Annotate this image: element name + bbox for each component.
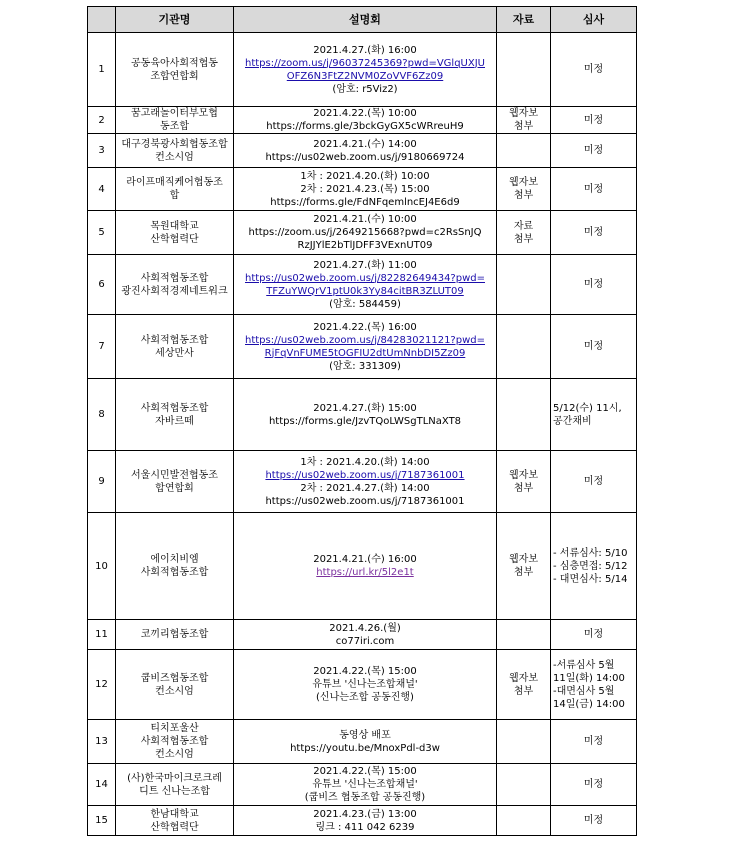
session-line: [235, 347, 495, 360]
table-row: [88, 33, 637, 107]
header-session: 설명회: [234, 7, 497, 33]
review-cell: [551, 107, 637, 134]
review-line: 공간채비: [553, 415, 592, 427]
org-name-line: 컨소시엄: [155, 749, 194, 760]
row-number: 13: [88, 720, 116, 764]
material-cell: [497, 315, 551, 379]
org-name-line: 라이프매직케어협동조: [126, 177, 223, 188]
session-info: [234, 168, 497, 211]
org-name-line: 사회적협동조합: [140, 567, 209, 578]
row-number: 6: [88, 255, 116, 315]
review-line: 미정: [583, 279, 604, 290]
review-line: 미정: [583, 736, 604, 747]
session-info: [234, 720, 497, 764]
session-line: 1차 : 2021.4.20.(화) 14:00: [300, 456, 430, 468]
session-info: [234, 315, 497, 379]
session-link[interactable]: OFZ6N3FtZ2NVM0ZoVVF6Zz09: [286, 70, 444, 82]
org-name: [116, 134, 234, 168]
material-cell: [497, 211, 551, 255]
material-line: 첨부: [513, 190, 534, 201]
session-line: 2021.4.21.(수) 14:00: [313, 138, 417, 150]
row-number: 14: [88, 764, 116, 806]
review-line: -대면심사 5월: [553, 685, 615, 697]
session-link[interactable]: TFZuYWQrV1ptU0k3Yy84citBR3ZLUT09: [266, 285, 464, 297]
review-line: 미정: [583, 779, 604, 790]
review-line: 미정: [583, 341, 604, 352]
review-cell: [551, 134, 637, 168]
review-line: 14일(금) 14:00: [553, 698, 625, 710]
session-line: [235, 334, 495, 347]
session-info: [234, 211, 497, 255]
org-name: [116, 451, 234, 513]
org-name-line: 한남대학교: [150, 808, 199, 820]
material-cell: [497, 620, 551, 650]
table-row: [88, 764, 637, 806]
material-cell: [497, 379, 551, 451]
session-line: https://youtu.be/MnoxPdl-d3w: [290, 742, 440, 754]
session-line: co77iri.com: [335, 635, 395, 647]
review-cell: [551, 379, 637, 451]
material-line: 자료: [513, 220, 534, 232]
session-info: [234, 379, 497, 451]
org-name-line: 디트 신나는조합: [139, 785, 210, 797]
session-line: https://forms.gle/FdNFqemlncEJ4E6d9: [270, 196, 460, 208]
session-line: 2021.4.22.(목) 16:00: [313, 321, 417, 333]
row-number: 5: [88, 211, 116, 255]
table-row: [88, 451, 637, 513]
header-row: [88, 7, 637, 33]
org-name-line: 쿱비즈협동조합: [140, 672, 209, 684]
org-name-line: 동조합: [160, 121, 189, 132]
org-name: [116, 33, 234, 107]
header-review: 심사: [551, 7, 637, 33]
session-link[interactable]: https://us02web.zoom.us/j/82282649434?pwd=: [245, 272, 485, 284]
table-row: [88, 107, 637, 134]
session-line: 유튜브 '신나는조합채널': [312, 779, 418, 790]
session-line: (암호: 584459): [329, 298, 401, 310]
org-name: [116, 513, 234, 620]
review-line: - 서류심사: 5/10: [553, 547, 628, 559]
material-line: 첨부: [513, 233, 534, 245]
org-name-line: 컨소시엄: [155, 685, 194, 697]
review-line: 미정: [583, 183, 604, 195]
session-info: [234, 806, 497, 836]
org-name-line: 사회적협동조합: [140, 402, 209, 414]
material-cell: [497, 650, 551, 720]
review-line: 11일(화) 14:00: [553, 672, 625, 684]
session-link[interactable]: https://us02web.zoom.us/j/7187361001: [265, 469, 465, 481]
org-name: [116, 168, 234, 211]
table-row: [88, 806, 637, 836]
session-line: 2021.4.23.(금) 13:00: [313, 808, 417, 820]
session-line: https://forms.gle/JzvTQoLWSgTLNaXT8: [268, 415, 462, 427]
material-line: 첨부: [513, 482, 534, 494]
session-line: (쿱비즈 협동조합 공동진행): [304, 792, 426, 803]
row-number: 7: [88, 315, 116, 379]
org-name: [116, 255, 234, 315]
table-row: [88, 650, 637, 720]
table-row: [88, 211, 637, 255]
org-name-line: 사회적협동조합: [140, 736, 209, 747]
org-name: [116, 315, 234, 379]
session-line: [235, 57, 495, 70]
material-line: 웹자보: [509, 108, 538, 119]
org-name-line: 산학협력단: [150, 233, 199, 245]
org-name-line: (사)한국마이크로크레: [127, 772, 222, 784]
session-line: [235, 566, 495, 579]
material-line: 웹자보: [509, 554, 538, 565]
table-row: [88, 168, 637, 211]
material-line: 웹자보: [509, 177, 538, 188]
org-name-line: 합: [169, 190, 180, 201]
org-name-line: 대구경북광사회협동조합: [121, 138, 228, 150]
row-number: 11: [88, 620, 116, 650]
session-line: 2021.4.26.(월): [329, 622, 401, 634]
review-line: 미정: [583, 64, 604, 75]
table-row: [88, 379, 637, 451]
org-name-line: 조합연합회: [150, 70, 199, 82]
session-line: 링크 : 411 042 6239: [315, 821, 415, 833]
org-name-line: 코끼리협동조합: [140, 629, 209, 640]
review-line: 미정: [583, 815, 604, 826]
org-name: [116, 211, 234, 255]
table-row: [88, 315, 637, 379]
row-number: 12: [88, 650, 116, 720]
table-row: [88, 620, 637, 650]
session-info: [234, 764, 497, 806]
session-info: [234, 107, 497, 134]
session-line: 2021.4.27.(화) 11:00: [313, 259, 417, 271]
org-name: [116, 764, 234, 806]
org-name-line: 목원대학교: [150, 220, 199, 232]
table-row: [88, 513, 637, 620]
session-line: 동영상 배포: [339, 729, 391, 741]
row-number: 10: [88, 513, 116, 620]
session-line: 1차 : 2021.4.20.(화) 10:00: [300, 170, 430, 182]
org-name: [116, 620, 234, 650]
table-row: [88, 720, 637, 764]
org-name: [116, 107, 234, 134]
session-info: [234, 620, 497, 650]
review-line: -서류심사 5월: [553, 659, 615, 671]
session-line: https://us02web.zoom.us/j/9180669724: [265, 151, 465, 163]
material-cell: [497, 168, 551, 211]
review-cell: [551, 650, 637, 720]
material-line: 첨부: [513, 685, 534, 697]
session-info: [234, 134, 497, 168]
session-link[interactable]: RjFqVnFUME5tOGFIU2dtUmNnbDI5Zz09: [264, 347, 466, 359]
material-cell: [497, 720, 551, 764]
table-row: [88, 255, 637, 315]
session-line: 2021.4.22.(목) 15:00: [313, 766, 417, 777]
row-number: 2: [88, 107, 116, 134]
org-name: [116, 720, 234, 764]
review-line: 미정: [583, 114, 604, 126]
session-info: [234, 33, 497, 107]
org-name-line: 에이치비엠: [150, 554, 199, 565]
header-org: 기관명: [116, 7, 234, 33]
org-name: [116, 379, 234, 451]
review-cell: [551, 315, 637, 379]
session-link[interactable]: https://url.kr/5l2e1t: [316, 567, 414, 578]
material-cell: [497, 134, 551, 168]
session-link[interactable]: https://us02web.zoom.us/j/84283021121?pwd=: [245, 334, 485, 346]
org-name: [116, 806, 234, 836]
session-line: 2021.4.22.(목) 15:00: [313, 666, 417, 677]
org-name-line: 사회적협동조합: [140, 272, 209, 284]
org-name-line: 자바르떼: [155, 415, 194, 427]
table-body: [88, 33, 637, 836]
review-cell: [551, 211, 637, 255]
org-name-line: 세상만사: [155, 347, 194, 359]
row-number: 8: [88, 379, 116, 451]
material-cell: [497, 764, 551, 806]
row-number: 4: [88, 168, 116, 211]
session-line: [235, 469, 495, 482]
session-table: [87, 6, 637, 836]
material-line: 첨부: [513, 121, 534, 132]
session-line: (암호: r5Viz2): [332, 83, 398, 95]
org-name-line: 티치포울산: [150, 723, 199, 734]
review-line: 미정: [583, 629, 604, 640]
session-line: 2021.4.27.(화) 16:00: [313, 44, 417, 56]
review-cell: [551, 513, 637, 620]
material-cell: [497, 33, 551, 107]
material-cell: [497, 107, 551, 134]
review-cell: [551, 720, 637, 764]
review-cell: [551, 764, 637, 806]
session-info: [234, 650, 497, 720]
org-name: [116, 650, 234, 720]
row-number: 9: [88, 451, 116, 513]
material-line: 첨부: [513, 567, 534, 578]
org-name-line: 컨소시엄: [155, 151, 194, 163]
material-cell: [497, 255, 551, 315]
session-line: [235, 70, 495, 83]
review-cell: [551, 620, 637, 650]
session-line: (신나는조합 공동진행): [316, 692, 414, 703]
session-link[interactable]: https://zoom.us/j/96037245369?pwd=VGlqUXJU: [244, 57, 485, 69]
org-name-line: 광진사회적경제네트워크: [121, 285, 228, 297]
session-line: 2021.4.21.(수) 16:00: [313, 554, 417, 565]
document-page: [87, 6, 637, 836]
material-cell: [497, 806, 551, 836]
review-line: 5/12(수) 11시,: [553, 402, 622, 414]
org-name-line: 합연합회: [155, 482, 194, 494]
session-line: 2차 : 2021.4.23.(목) 15:00: [300, 183, 430, 195]
session-line: 2021.4.22.(목) 10:00: [313, 108, 417, 119]
org-name-line: 공동육아사회적협동: [131, 57, 218, 69]
header-no: [88, 7, 116, 33]
session-line: 2021.4.21.(수) 10:00: [313, 214, 417, 225]
session-line: 2차 : 2021.4.27.(화) 14:00: [300, 482, 430, 494]
session-info: [234, 513, 497, 620]
review-line: 미정: [583, 227, 604, 238]
session-line: https://zoom.us/j/2649215668?pwd=c2RsSnJQ: [248, 227, 482, 238]
material-cell: [497, 451, 551, 513]
material-cell: [497, 513, 551, 620]
org-name-line: 서울시민발전협동조: [131, 469, 218, 481]
session-line: https://us02web.zoom.us/j/7187361001: [265, 495, 465, 507]
header-material: 자료: [497, 7, 551, 33]
session-line: 유튜브 '신나는조합채널': [312, 679, 418, 690]
session-line: 2021.4.27.(화) 15:00: [313, 402, 417, 414]
table-row: [88, 134, 637, 168]
review-cell: [551, 806, 637, 836]
material-line: 웹자보: [509, 672, 538, 684]
org-name-line: 사회적협동조합: [140, 334, 209, 346]
review-cell: [551, 168, 637, 211]
session-line: https://forms.gle/3bckGyGX5cWRreuH9: [266, 121, 464, 132]
session-line: RzJJYlE2bTlJDFF3VExnUT09: [297, 240, 433, 251]
session-info: [234, 255, 497, 315]
review-cell: [551, 451, 637, 513]
org-name-line: 산학협력단: [150, 821, 199, 833]
review-line: - 심층면접: 5/12: [553, 560, 628, 572]
session-info: [234, 451, 497, 513]
session-line: [235, 272, 495, 285]
session-line: [235, 285, 495, 298]
review-line: - 대면심사: 5/14: [553, 573, 628, 585]
review-line: 미정: [583, 476, 604, 487]
row-number: 1: [88, 33, 116, 107]
review-line: 미정: [583, 145, 604, 156]
material-line: 웹자보: [509, 469, 538, 481]
row-number: 3: [88, 134, 116, 168]
review-cell: [551, 33, 637, 107]
review-cell: [551, 255, 637, 315]
org-name-line: 꿈고래놀이터부모협: [131, 108, 218, 119]
session-line: (암호: 331309): [329, 360, 401, 372]
row-number: 15: [88, 806, 116, 836]
